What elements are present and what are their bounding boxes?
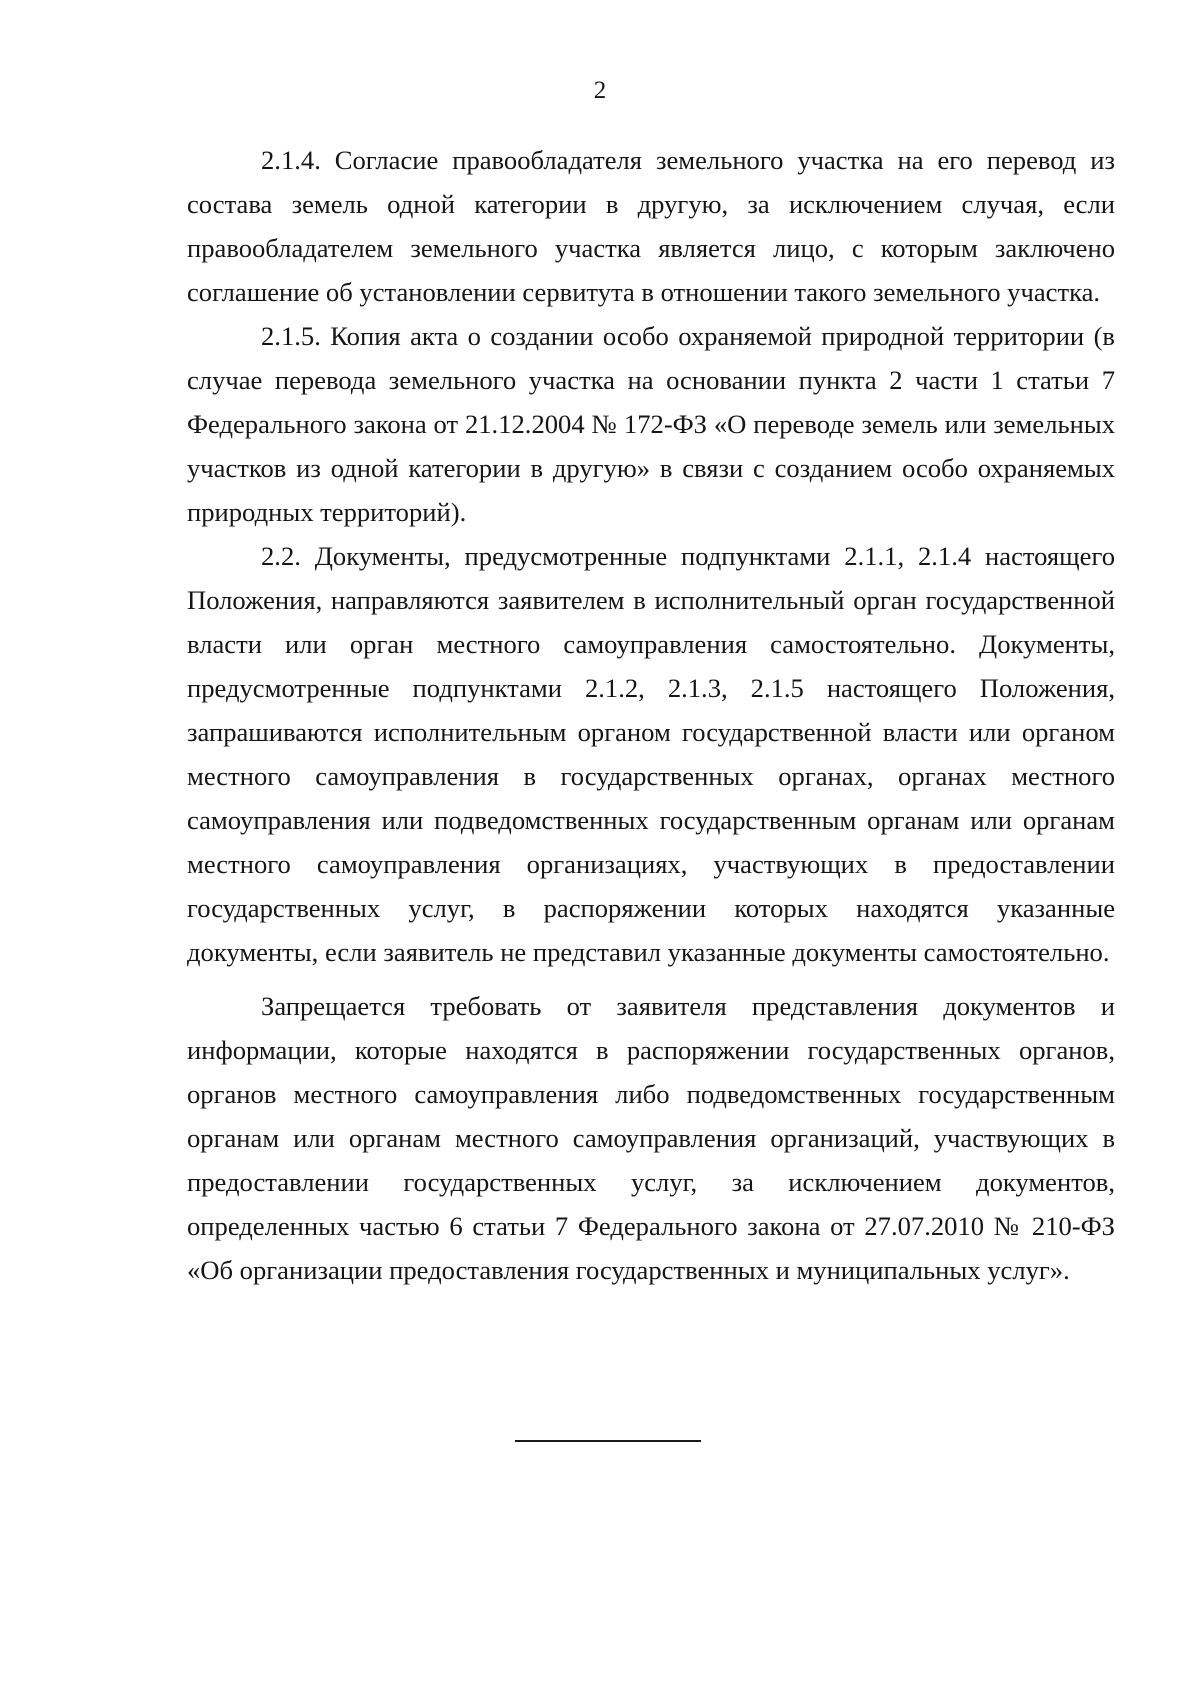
page-number: 2 [593, 77, 607, 104]
document-body [187, 138, 1115, 1292]
paragraph-2-1-4: 2.1.4. Согласие правообладателя земельного участка на его перевод из состава земель одной категории в другую, за исключением случая, если правообладателем земельного участка является лицо, с которым заключено соглашение об установлении сервитута в отношении такого земельного участка. [187, 145, 1115, 307]
paragraph-2-2: 2.2. Документы, предусмотренные подпунктами 2.1.1, 2.1.4 настоящего Положения, направляются заявителем в исполнительный орган государственной власти или орган местного самоуправления самостоятельно. Документы, предусмотренные подпунктами 2.1.2, 2.1.3, 2.1.5 настоящего Положения, запрашиваются исполнительным органом государственной власти или органом местного самоуправления в государственных органах, органах местного самоуправления или подведомственных государственным органам или органам местного самоуправления организациях, участвующих в предоставлении государственных услуг, в распоряжении которых находятся указанные документы, если заявитель не представил указанные документы самостоятельно. [187, 541, 1115, 967]
end-of-document-rule [515, 1440, 701, 1442]
paragraph-prohibition: Запрещается требовать от заявителя представления документов и информации, которые находятся в распоряжении государственных органов, органов местного самоуправления либо подведомственных государственным органам или органам местного самоуправления организаций, участвующих в предоставлении государственных услуг, за исключением документов, определенных частью 6 статьи 7 Федерального закона от 27.07.2010 № 210-ФЗ «Об организации предоставления государственных и муниципальных услуг». [187, 991, 1115, 1285]
paragraph-2-1-5: 2.1.5. Копия акта о создании особо охраняемой природной территории (в случае перевода земельного участка на основании пункта 2 части 1 статьи 7 Федерального закона от 21.12.2004 № 172-ФЗ «О переводе земель или земельных участков из одной категории в другую» в связи с созданием особо охраняемых природных территорий). [187, 321, 1115, 527]
